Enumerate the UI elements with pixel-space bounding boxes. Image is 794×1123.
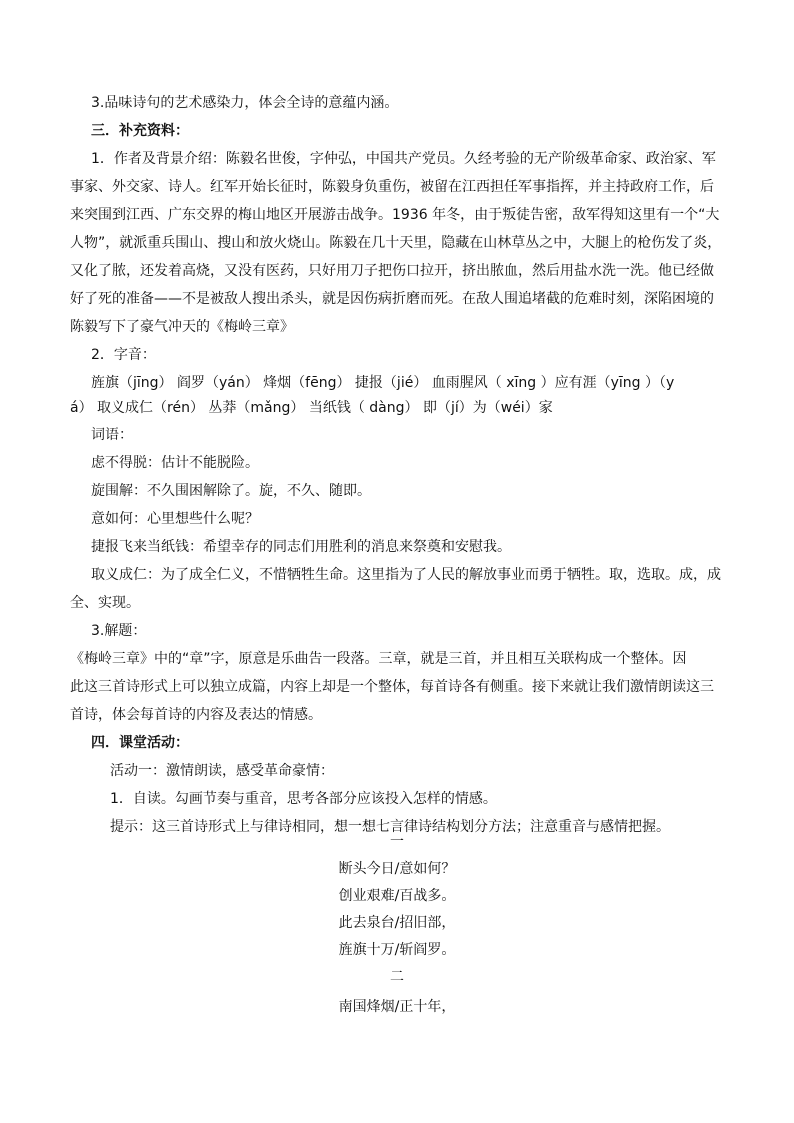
poem-line: 旌旗十万/斩阎罗。 bbox=[338, 942, 456, 958]
title-explanation-line-1: 《梅岭三章》中的“章”字，原意是乐曲告一段落。三章，就是三首，并且相互关联构成一个整体。因 bbox=[70, 651, 687, 667]
title-explanation-line-2: 此这三首诗形式上可以独立成篇，内容上却是一个整体，每首诗各有侧重。接下来就让我们激情朗读这三 bbox=[70, 679, 714, 695]
vocab-item: 虑不得脱：估计不能脱险。 bbox=[91, 455, 259, 471]
vocab-item: 意如何：心里想些什么呢？ bbox=[91, 511, 259, 527]
title-explanation-line-3: 首诗，体会每首诗的内容及表达的情感。 bbox=[70, 707, 322, 723]
bio-line-7: 陈毅写下了豪气冲天的《梅岭三章》 bbox=[70, 319, 294, 335]
title-explanation-heading: 3.解题： bbox=[91, 623, 147, 639]
vocab-item: 捷报飞来当纸钱：希望幸存的同志们用胜利的消息来祭奠和安慰我。 bbox=[91, 539, 511, 555]
bio-line-1: 1．作者及背景介绍：陈毅名世俊，字仲弘，中国共产党员。久经考验的无产阶级革命家、政治家、军 bbox=[91, 151, 716, 167]
poem-line: 断头今日/意如何？ bbox=[338, 861, 456, 877]
vocab-item: 旋围解：不久围困解除了。旋，不久、随即。 bbox=[91, 483, 371, 499]
bio-line-4: 人物”，就派重兵围山、搜山和放火烧山。陈毅在几十天里，隐藏在山林草丛之中，大腿上的枪伤发了炎， bbox=[70, 235, 722, 251]
pronunciation-heading: 2．字音： bbox=[91, 347, 156, 363]
vocabulary-heading: 词语： bbox=[91, 427, 133, 443]
objective-3: 3.品味诗句的艺术感染力，体会全诗的意蕴内涵。 bbox=[91, 95, 399, 111]
poem-line: 南国烽烟/正十年， bbox=[338, 999, 456, 1015]
bio-line-3: 来突围到江西、广东交界的梅山地区开展游击战争。1936 年冬，由于叛徒告密，敌军得知这里有一个“大 bbox=[70, 207, 720, 223]
poem-2-number: 二 bbox=[390, 969, 404, 985]
pronunciation-line-1: 旌旗（jīng） 阎罗（yán） 烽烟（fēng） 捷报（jié） 血雨腥风（ xīng ）应有涯（yīng ）（y bbox=[91, 375, 675, 391]
vocab-item-continued: 全、实现。 bbox=[70, 595, 140, 611]
bio-line-2: 事家、外交家、诗人。红军开始长征时，陈毅身负重伤，被留在江西担任军事指挥，并主持政府工作，后 bbox=[70, 179, 714, 195]
vocab-item: 取义成仁：为了成全仁义，不惜牺牲生命。这里指为了人民的解放事业而勇于牺牲。取，选取。成，成 bbox=[91, 567, 721, 583]
section-3-heading: 三．补充资料： bbox=[91, 123, 189, 139]
pronunciation-line-2: á） 取义成仁（rén） 丛莽（mǎng） 当纸钱（ dàng） 即（jí）为（wéi）家 bbox=[70, 400, 553, 416]
hint-text: 提示：这三首诗形式上与律诗相同，想一想七言律诗结构划分方法；注意重音与感情把握。 bbox=[110, 819, 670, 835]
poem-1-number: 一 bbox=[390, 834, 404, 850]
bio-line-5: 又化了脓，还发着高烧，又没有医药，只好用刀子把伤口拉开，挤出脓血，然后用盐水洗一洗。他已经做 bbox=[70, 263, 714, 279]
activity-1-title: 活动一：激情朗读，感受革命豪情： bbox=[110, 763, 334, 779]
bio-line-6: 好了死的准备——不是被敌人搜出杀头，就是因伤病折磨而死。在敌人围追堵截的危难时刻，深陷困境的 bbox=[70, 291, 714, 307]
self-reading-instruction: 1．自读。勾画节奏与重音，思考各部分应该投入怎样的情感。 bbox=[110, 791, 497, 807]
poem-line: 此去泉台/招旧部， bbox=[338, 915, 456, 931]
section-4-heading: 四．课堂活动： bbox=[91, 735, 189, 751]
poem-line: 创业艰难/百战多。 bbox=[338, 888, 456, 904]
